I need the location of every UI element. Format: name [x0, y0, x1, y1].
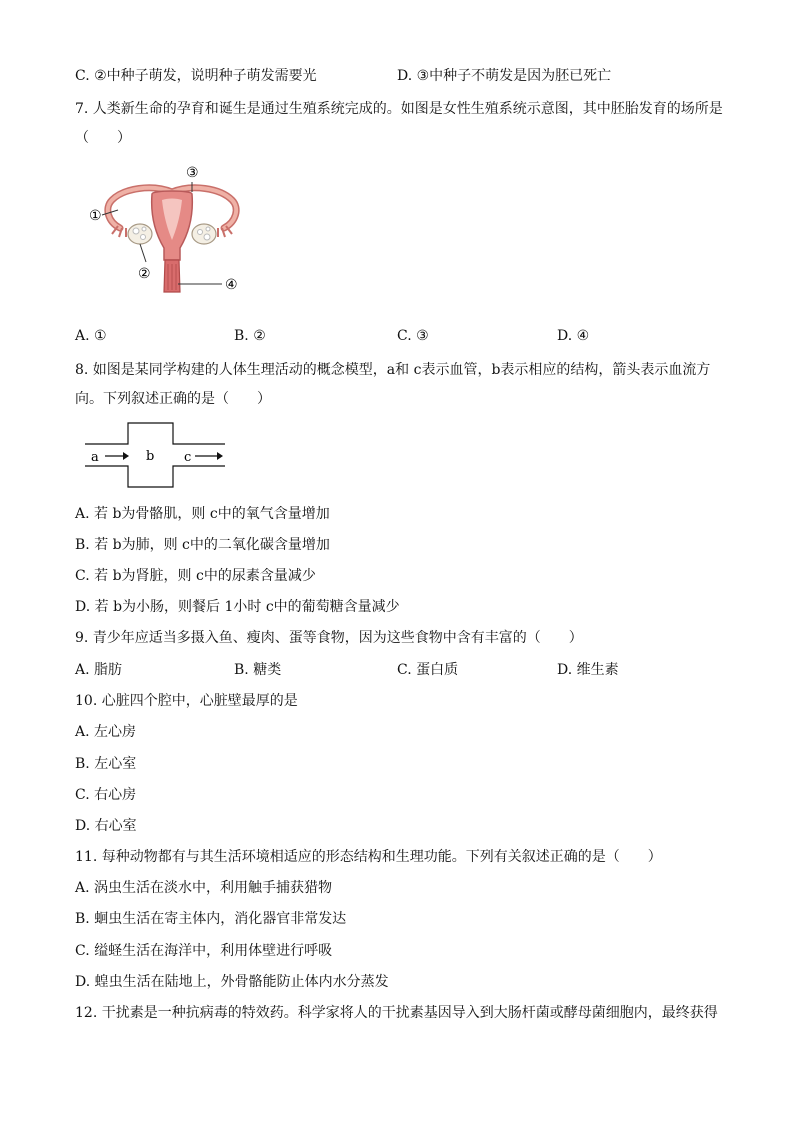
q8-option-d[interactable]: D. 若 b为小肠，则餐后 1小时 c中的葡萄糖含量减少 — [75, 599, 400, 615]
q9-option-d[interactable]: D. 维生素 — [557, 662, 619, 678]
q8-stem-line1: 8. 如图是某同学构建的人体生理活动的概念模型，a和 c表示血管，b表示相应的结构，箭头表示血流方 — [75, 362, 711, 378]
q10-option-c[interactable]: C. 右心房 — [75, 787, 137, 803]
q9-stem: 9. 青少年应适当多摄入鱼、瘦肉、蛋等食物，因为这些食物中含有丰富的（ ） — [75, 630, 583, 646]
label-c: c — [184, 450, 192, 465]
q10-option-b[interactable]: B. 左心室 — [75, 756, 137, 772]
q7-option-c[interactable]: C. ③ — [397, 328, 429, 344]
q8-option-c[interactable]: C. 若 b为肾脏，则 c中的尿素含量减少 — [75, 568, 316, 584]
q7-stem-line1: 7. 人类新生命的孕育和诞生是通过生殖系统完成的。如图是女性生殖系统示意图，其中胚胎发育的场所是 — [75, 101, 723, 117]
q9-option-b[interactable]: B. 糖类 — [234, 662, 282, 678]
label-3: ③ — [186, 165, 199, 181]
q11-option-c[interactable]: C. 缢蛏生活在海洋中，利用体壁进行呼吸 — [75, 943, 333, 959]
q10-option-a[interactable]: A. 左心房 — [75, 724, 137, 740]
label-b: b — [146, 449, 155, 464]
label-1: ① — [89, 208, 102, 224]
q11-stem: 11. 每种动物都有与其生活环境相适应的形态结构和生理功能。下列有关叙述正确的是（ ） — [75, 849, 662, 865]
q8-option-a[interactable]: A. 若 b为骨骼肌，则 c中的氧气含量增加 — [75, 506, 330, 522]
q7-stem-line2: （ ） — [75, 130, 131, 146]
q7-option-a[interactable]: A. ① — [75, 328, 107, 344]
female-reproductive-system-diagram — [82, 160, 262, 300]
q6-option-c[interactable]: C. ②中种子萌发，说明种子萌发需要光 — [75, 68, 317, 84]
q11-option-b[interactable]: B. 蛔虫生活在寄主体内，消化器官非常发达 — [75, 911, 347, 927]
label-a: a — [91, 450, 99, 465]
q8-stem-line2: 向。下列叙述正确的是（ ） — [75, 391, 271, 407]
q10-stem: 10. 心脏四个腔中，心脏壁最厚的是 — [75, 693, 298, 709]
blood-flow-concept-model — [85, 422, 230, 490]
q7-option-b[interactable]: B. ② — [234, 328, 266, 344]
q8-option-b[interactable]: B. 若 b为肺，则 c中的二氧化碳含量增加 — [75, 537, 330, 553]
q11-option-d[interactable]: D. 蝗虫生活在陆地上，外骨骼能防止体内水分蒸发 — [75, 974, 389, 990]
q10-option-d[interactable]: D. 右心室 — [75, 818, 137, 834]
q9-option-c[interactable]: C. 蛋白质 — [397, 662, 459, 678]
label-4: ④ — [225, 277, 238, 293]
q11-option-a[interactable]: A. 涡虫生活在淡水中，利用触手捕获猎物 — [75, 880, 333, 896]
label-2: ② — [138, 266, 151, 282]
q12-stem: 12. 干扰素是一种抗病毒的特效药。科学家将人的干扰素基因导入到大肠杆菌或酵母菌细胞内，最终获得 — [75, 1005, 718, 1021]
q9-option-a[interactable]: A. 脂肪 — [75, 662, 123, 678]
q7-option-d[interactable]: D. ④ — [557, 328, 590, 344]
q6-option-d[interactable]: D. ③中种子不萌发是因为胚已死亡 — [397, 68, 612, 84]
